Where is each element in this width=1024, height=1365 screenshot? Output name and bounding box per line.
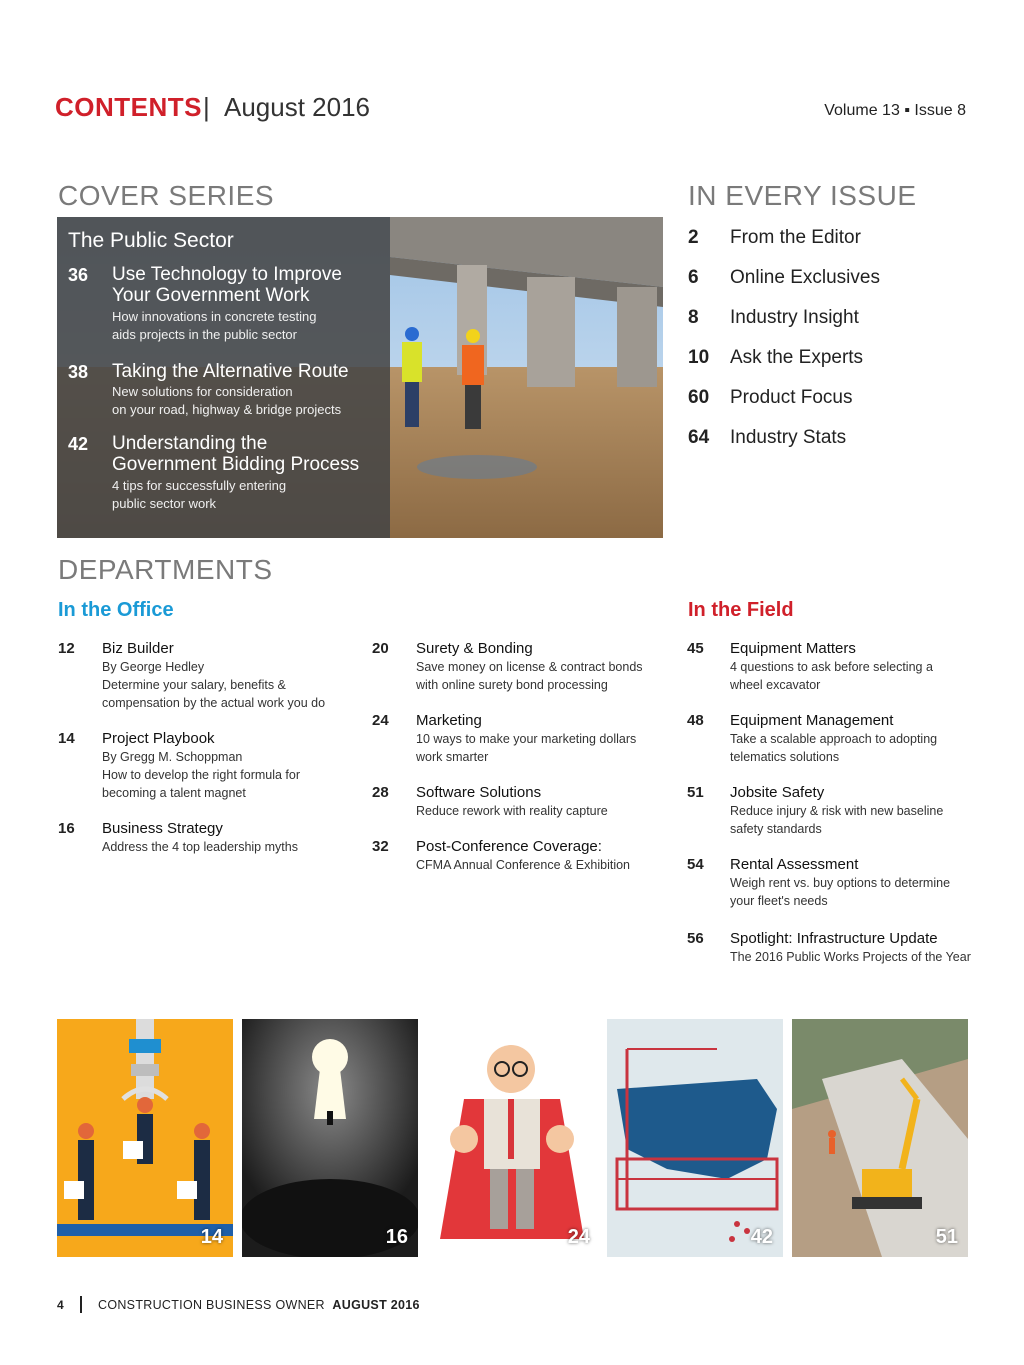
department-page: 48 [687, 712, 704, 729]
businessmen-claw-illustration [57, 1019, 233, 1257]
department-line: The 2016 Public Works Projects of the Year [730, 950, 971, 964]
department-title: Jobsite Safety [730, 784, 825, 801]
every-issue-page: 60 [688, 387, 710, 408]
department-title: Spotlight: Infrastructure Update [730, 930, 938, 947]
thumbnail-page: 42 [750, 1226, 773, 1248]
every-issue-item[interactable] [688, 387, 853, 409]
department-line: wheel excavator [730, 678, 821, 692]
department-line: 10 ways to make your marketing dollars [416, 732, 637, 746]
issue-date: August 2016 [224, 92, 371, 122]
every-issue-title: Online Exclusives [730, 267, 880, 288]
department-line: By Gregg M. Schoppman [102, 750, 243, 764]
thumbnail-biz-illustration[interactable] [57, 1019, 233, 1257]
every-issue-item[interactable] [688, 347, 863, 369]
cover-item-desc-line: 4 tips for successfully entering [112, 478, 287, 493]
cover-item-title-line: Your Government Work [112, 285, 310, 306]
department-line: telematics solutions [730, 750, 840, 764]
cover-item-page: 42 [68, 434, 89, 454]
department-line: your fleet's needs [730, 894, 828, 908]
department-line: Determine your salary, benefits & [102, 678, 286, 692]
cover-item-title [112, 433, 372, 475]
department-page: 54 [687, 856, 704, 873]
department-page: 12 [58, 640, 75, 657]
cover-item-desc [112, 308, 352, 344]
cover-item-title-line: Use Technology to Improve [112, 264, 342, 285]
every-issue-item[interactable] [688, 267, 880, 289]
thumbnail-page: 14 [200, 1226, 223, 1248]
department-page: 14 [58, 730, 75, 747]
department-line: CFMA Annual Conference & Exhibition [416, 858, 631, 872]
every-issue-page: 64 [688, 427, 710, 448]
thumbnail-page: 24 [567, 1226, 590, 1248]
cover-item-desc-line: New solutions for consideration [112, 384, 293, 399]
cover-item-title: Taking the Alternative Route [112, 361, 349, 382]
every-issue-title: From the Editor [730, 227, 861, 248]
department-title: Equipment Management [730, 712, 894, 729]
cover-item-title-line: Government Bidding Process [112, 454, 360, 475]
cover-item-desc-line: on your road, highway & bridge projects [112, 402, 342, 417]
department-line: compensation by the actual work you do [102, 696, 326, 710]
department-page: 32 [372, 838, 389, 855]
volume-issue: Volume 13 ▪ Issue 8 [824, 102, 966, 119]
department-line: By George Hedley [102, 660, 205, 674]
department-line: Take a scalable approach to adopting [730, 732, 938, 746]
contents-label: CONTENTS [55, 92, 202, 122]
department-line: safety standards [730, 822, 822, 836]
cover-item-title [112, 264, 372, 306]
footer-publication [98, 1298, 420, 1312]
every-issue-item[interactable] [688, 227, 861, 249]
keyhole-crowd-illustration [242, 1019, 418, 1257]
departments-heading: DEPARTMENTS [58, 554, 273, 585]
department-page: 20 [372, 640, 389, 657]
department-line: Save money on license & contract bonds [416, 660, 643, 674]
department-title: Surety & Bonding [416, 640, 533, 657]
in-the-office-label: In the Office [58, 599, 174, 621]
footer-page-number: 4 [57, 1298, 64, 1312]
department-line: Address the 4 top leadership myths [102, 840, 298, 854]
cover-series-heading: COVER SERIES [58, 180, 275, 211]
superhero-businessman-illustration [424, 1019, 600, 1257]
department-title: Biz Builder [102, 640, 174, 657]
every-issue-title: Ask the Experts [730, 347, 864, 368]
department-line: Reduce rework with reality capture [416, 804, 608, 818]
every-issue-title: Industry Stats [730, 427, 847, 448]
department-title: Business Strategy [102, 820, 223, 837]
footer-divider [80, 1296, 82, 1313]
department-page: 16 [58, 820, 75, 837]
cover-item-desc-line: How innovations in concrete testing [112, 309, 317, 324]
department-line: 4 questions to ask before selecting a [730, 660, 933, 674]
cover-item-desc-line: public sector work [112, 496, 217, 511]
every-issue-page: 10 [688, 347, 710, 368]
every-issue-page: 8 [688, 307, 699, 328]
department-line: Weigh rent vs. buy options to determine [730, 876, 951, 890]
every-issue-heading: IN EVERY ISSUE [688, 180, 917, 211]
thumbnail-excavator[interactable] [792, 1019, 968, 1257]
cover-item-page: 36 [68, 265, 89, 285]
department-title: Marketing [416, 712, 482, 729]
cover-item-page: 38 [68, 362, 89, 382]
department-title: Equipment Matters [730, 640, 856, 657]
department-page: 56 [687, 930, 704, 947]
thumbnail-usa-map[interactable] [607, 1019, 783, 1257]
in-the-field-label: In the Field [688, 599, 794, 621]
department-line: with online surety bond processing [416, 678, 608, 692]
department-page: 24 [372, 712, 389, 729]
cover-text-panel [57, 217, 390, 538]
department-line: Reduce injury & risk with new baseline [730, 804, 944, 818]
cover-item-desc [112, 477, 352, 513]
every-issue-page: 6 [688, 267, 699, 288]
thumbnail-superhero[interactable] [424, 1019, 600, 1257]
thumbnail-keyhole[interactable] [242, 1019, 418, 1257]
cover-item-desc-line: aids projects in the public sector [112, 327, 297, 342]
cover-item-desc [112, 383, 352, 419]
department-line: How to develop the right formula for [102, 768, 301, 782]
cover-item-title-line: Understanding the [112, 433, 268, 454]
cover-series-block [57, 217, 663, 538]
cover-series-subtitle: The Public Sector [68, 229, 234, 252]
every-issue-title: Product Focus [730, 387, 853, 408]
thumbnail-page: 16 [385, 1226, 408, 1248]
footer-issue: AUGUST 2016 [332, 1298, 420, 1312]
department-title: Post-Conference Coverage: [416, 838, 602, 855]
department-title: Rental Assessment [730, 856, 859, 873]
department-line: becoming a talent magnet [102, 786, 246, 800]
footer-publication-name: CONSTRUCTION BUSINESS OWNER [98, 1298, 325, 1312]
every-issue-page: 2 [688, 227, 699, 248]
header-separator: | [203, 92, 210, 122]
department-page: 28 [372, 784, 389, 801]
department-title: Software Solutions [416, 784, 542, 801]
excavator-jobsite-photo [792, 1019, 968, 1257]
department-page: 45 [687, 640, 704, 657]
department-line: work smarter [416, 750, 489, 764]
department-page: 51 [687, 784, 704, 801]
department-title: Project Playbook [102, 730, 215, 747]
every-issue-item[interactable] [688, 427, 846, 449]
usa-map-crane-illustration [607, 1019, 783, 1257]
every-issue-title: Industry Insight [730, 307, 859, 328]
every-issue-item[interactable] [688, 307, 859, 329]
thumbnail-page: 51 [935, 1226, 958, 1248]
